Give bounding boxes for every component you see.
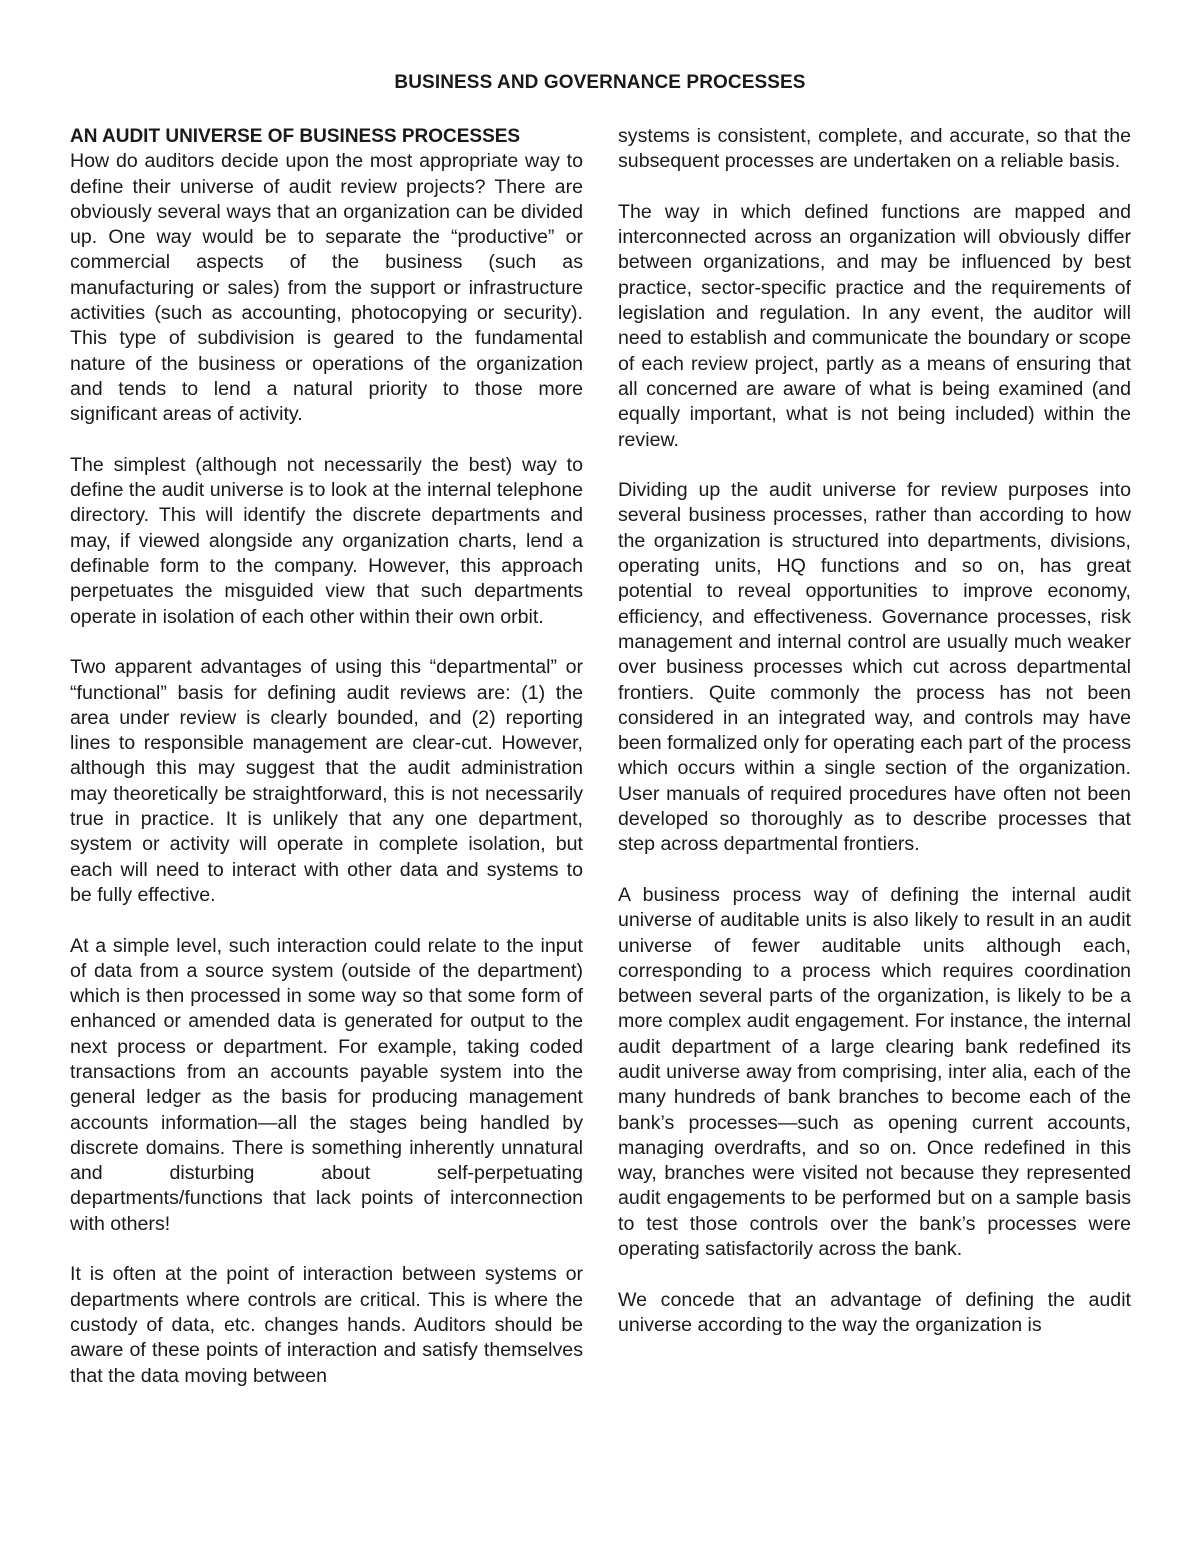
paragraph: Two apparent advantages of using this “departmental” or “functional” basis for defining audit reviews are: (1) the area under review is clearly bounded, and (2) reporting lines to responsible management are clear-cut. However, although this may suggest that the audit administration may theoretically be straightforward, this is not necessarily true in practice. It is unlikely that any one department, system or activity will operate in complete isolation, but each will need to interact with other data and systems to be fully effective. (70, 656, 583, 906)
left-column (70, 124, 583, 1414)
paragraph-text: How do auditors decide upon the most appropriate way to define their universe of audit review projects? There are obviously several ways that an organization can be divided up. One way would be to separate the “productive” or commercial aspects of the business (such as manufacturing or sales) from the support or infrastructure activities (such as accounting, photocopying or security). This type of subdivision is geared to the fundamental nature of the business or operations of the organization and tends to lend a natural priority to those more significant areas of activity. (70, 150, 583, 426)
paragraph: We concede that an advantage of defining the audit universe according to the way the organization is (618, 1288, 1131, 1336)
paragraph (70, 124, 583, 428)
paragraph: The simplest (although not necessarily the best) way to define the audit universe is to look at the internal telephone directory. This will identify the discrete departments and may, if viewed alongside any organization charts, lend a definable form to the company. However, this approach perpetuates the misguided view that such departments operate in isolation of each other within their own orbit. (70, 453, 583, 628)
page-title: BUSINESS AND GOVERNANCE PROCESSES (394, 72, 806, 93)
paragraph: A business process way of defining the internal audit universe of auditable units is also likely to result in an audit universe of fewer auditable units although each, corresponding to a process which requires coordination between several parts of the organization, is likely to be a more complex audit engagement. For instance, the internal audit department of a large clearing bank redefined its audit universe away from comprising, inter alia, each of the many hundreds of bank branches to become each of the bank’s processes—such as opening current accounts, managing overdrafts, and so on. Once redefined in this way, branches were visited not because they represented audit engagements to be performed but on a sample basis to test those controls over the bank’s processes were operating satisfactorily across the bank. (618, 883, 1131, 1261)
paragraph: The way in which defined functions are mapped and interconnected across an organization will obviously differ between organizations, and may be influenced by best practice, sector-specific practice and the requirements of legislation and regulation. In any event, the auditor will need to establish and communicate the boundary or scope of each review project, partly as a means of ensuring that all concerned are aware of what is being examined (and equally important, what is not being included) within the review. (618, 200, 1131, 451)
paragraph: It is often at the point of interaction between systems or departments where controls are critical. This is where the custody of data, etc. changes hands. Auditors should be aware of these points of interaction and satisfy themselves that the data moving between (70, 1263, 583, 1387)
paragraph: systems is consistent, complete, and accurate, so that the subsequent processes are undertaken on a reliable basis. (618, 125, 1131, 173)
paragraph: At a simple level, such interaction could relate to the input of data from a source system (outside of the department) which is then processed in some way so that some form of enhanced or amended data is generated for output to the next process or department. For example, taking coded transactions from an accounts payable system into the general ledger as the basis for producing management accounts information—all the stages being handled by discrete domains. There is something inherently unnatural and disturbing about self-perpetuating departments/functions that lack points of interconnection with others! (70, 934, 583, 1235)
section-heading: AN AUDIT UNIVERSE OF BUSINESS PROCESSES (70, 126, 521, 147)
paragraph: Dividing up the audit universe for review purposes into several business processes, rather than according to how the organization is structured into departments, divisions, operating units, HQ functions and so on, has great potential to reveal opportunities to improve economy, efficiency, and effectiveness. Governance processes, risk management and internal control are usually much weaker over business processes which cut across departmental frontiers. Quite commonly the process has not been considered in an integrated way, and controls may have been formalized only for operating each part of the process which occurs within a single section of the organization. User manuals of required procedures have often not been developed so thoroughly as to describe processes that step across departmental frontiers. (618, 479, 1131, 856)
right-column (618, 124, 1131, 1364)
